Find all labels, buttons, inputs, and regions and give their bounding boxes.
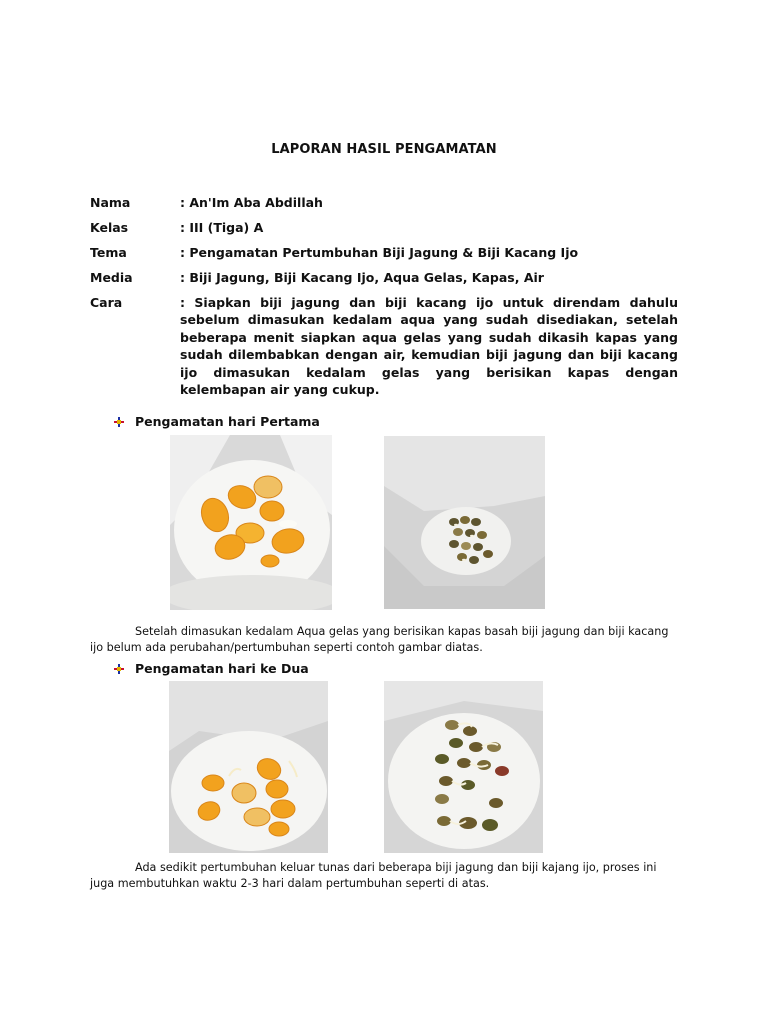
field-label: Tema — [90, 245, 127, 260]
photo-corn-day-2 — [169, 681, 328, 853]
photo-mungbean-day-1 — [384, 436, 545, 609]
page-title: LAPORAN HASIL PENGAMATAN — [271, 142, 497, 157]
field-label: Media — [90, 270, 133, 285]
section-heading-text: Pengamatan hari ke Dua — [135, 661, 309, 676]
info-table — [90, 194, 678, 406]
field-media — [90, 269, 678, 286]
field-value: : Biji Jagung, Biji Kacang Ijo, Aqua Gelas, Kapas, Air — [180, 270, 544, 285]
section-heading-day-2 — [114, 661, 309, 676]
field-label: Cara — [90, 295, 123, 310]
field-label: Nama — [90, 195, 131, 210]
field-tema — [90, 244, 678, 261]
bullet-cross-icon — [114, 664, 124, 674]
field-kelas — [90, 219, 678, 236]
caption-day-2: Ada sedikit pertumbuhan keluar tunas dari beberapa biji jagung dan biji kajang ijo, proses ini juga membutuhkan waktu 2-3 hari dalam pertumbuhan seperti di atas. — [90, 861, 657, 890]
field-value: : An'Im Aba Abdillah — [180, 195, 323, 210]
field-label: Kelas — [90, 220, 129, 235]
field-value: : Pengamatan Pertumbuhan Biji Jagung & Biji Kacang Ijo — [180, 245, 579, 260]
field-value: : Siapkan biji jagung dan biji kacang ijo untuk direndam dahulu sebelum dimasukan kedalam aqua yang sudah disediakan, setelah beberapa menit siapkan aqua gelas yang sudah dikasih kapas yang sudah dilembabkan dengan air, kemudian biji jagung dan biji kacang ijo dimasukan kedalam gelas yang berisikan kapas dengan kelembapan air yang cukup. — [180, 295, 678, 398]
section-heading-text: Pengamatan hari Pertama — [135, 414, 320, 429]
field-value: : III (Tiga) A — [180, 220, 264, 235]
photo-mungbean-day-2 — [384, 681, 543, 853]
field-nama — [90, 194, 678, 211]
bullet-cross-icon — [114, 417, 124, 427]
caption-day-1: Setelah dimasukan kedalam Aqua gelas yang berisikan kapas basah biji jagung dan biji kacang ijo belum ada perubahan/pertumbuhan seperti contoh gambar diatas. — [90, 625, 669, 654]
photo-corn-day-1 — [170, 435, 332, 610]
field-cara — [90, 294, 678, 398]
section-heading-day-1 — [114, 414, 320, 429]
